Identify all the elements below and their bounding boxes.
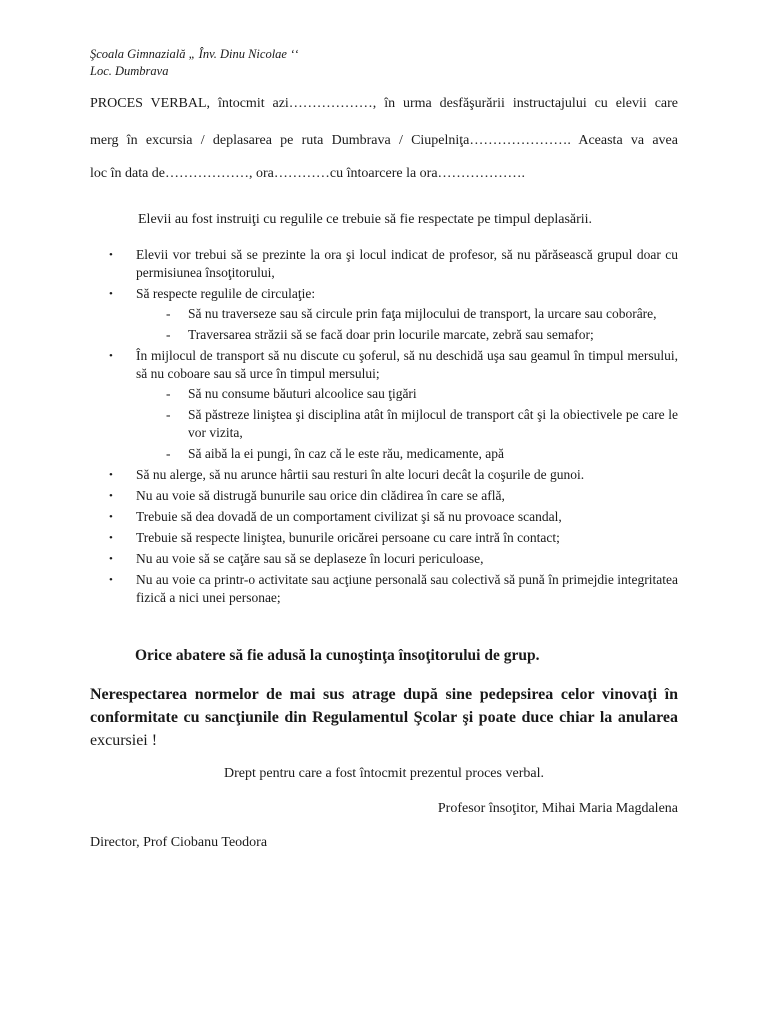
sanction-warning-bold: Nerespectarea normelor de mai sus atrage după sine pedepsirea celor vinovaţi în conformitate cu sancţiunile din Regulamentul Şcolar şi poate duce chiar la anularea xyxy=(90,686,678,726)
rule-text: Nu au voie să se caţăre sau să se deplaseze în locuri periculoase, xyxy=(136,551,484,566)
sanction-warning xyxy=(90,683,678,752)
list-item xyxy=(90,445,678,463)
intro-line-2: merg în excursia / deplasarea pe ruta Dumbrava / Ciupelniţa…………………. Aceasta va avea xyxy=(90,133,678,148)
bullet-icon: • xyxy=(109,350,113,362)
professor-signature: Profesor însoţitor, Mihai Maria Magdalena xyxy=(437,801,678,816)
rule-text: Să respecte regulile de circulaţie: xyxy=(136,286,316,301)
dash-icon: - xyxy=(166,327,171,342)
subrule-text: Să nu traverseze sau să circule prin faţa mijlocului de transport, la urcare sau coborâre, xyxy=(188,306,657,321)
subrule-text: Să aibă la ei pungi, în caz că le este rău, medicamente, apă xyxy=(188,446,504,461)
dash-icon: - xyxy=(166,386,171,401)
rule-text: Să nu alerge, să nu arunce hârtii sau resturi în alte locuri decât la coşurile de gunoi. xyxy=(136,467,585,482)
rule-text: Elevii vor trebui să se prezinte la ora şi locul indicat de profesor, să nu părăsească grupul doar cu permisiunea însoţitorului, xyxy=(136,247,678,280)
closing-statement: Drept pentru care a fost întocmit prezentul proces verbal. xyxy=(224,766,544,781)
list-item xyxy=(90,550,678,568)
list-item xyxy=(90,347,678,463)
list-item xyxy=(90,508,678,526)
deviation-notice: Orice abatere să fie adusă la cunoştinţa însoţitorului de grup. xyxy=(135,647,540,664)
bullet-icon: • xyxy=(109,532,113,544)
instruction-subtitle: Elevii au fost instruiţi cu regulile ce trebuie să fie respectate pe timpul deplasării. xyxy=(138,212,593,227)
list-item xyxy=(90,466,678,484)
rule-text: Nu au voie ca printr-o activitate sau acţiune personală sau colectivă să pună în primejdie integritatea fizică a nici unei personae; xyxy=(136,572,678,605)
school-name: Şcoala Gimnazială „ Înv. Dinu Nicolae ʻʻ xyxy=(90,47,299,61)
list-item xyxy=(90,487,678,505)
subrule-text: Să nu consume băuturi alcoolice sau ţigări xyxy=(188,386,417,401)
bullet-icon: • xyxy=(109,288,113,300)
bullet-icon: • xyxy=(109,249,113,261)
list-item xyxy=(90,246,678,282)
list-item xyxy=(90,326,678,344)
bullet-icon: • xyxy=(109,469,113,481)
sanction-warning-end: excursiei ! xyxy=(90,732,158,749)
list-item xyxy=(90,285,678,344)
list-item xyxy=(90,529,678,547)
rule-text: În mijlocul de transport să nu discute cu şoferul, să nu deschidă uşa sau geamul în timpul mersului, să nu coboare sau să urce în timpul mersului; xyxy=(136,348,678,381)
locality: Loc. Dumbrava xyxy=(90,64,169,78)
dash-icon: - xyxy=(166,306,171,321)
intro-line-1: PROCES VERBAL, întocmit azi………………, în urma desfăşurării instructajului cu elevii care xyxy=(90,96,678,111)
director-signature: Director, Prof Ciobanu Teodora xyxy=(90,835,268,850)
rules-list xyxy=(90,246,678,610)
list-item xyxy=(90,305,678,323)
bullet-icon: • xyxy=(109,511,113,523)
bullet-icon: • xyxy=(109,490,113,502)
subrule-text: Să păstreze liniştea şi disciplina atât în mijlocul de transport cât şi la obiectivele pe care le vor vizita, xyxy=(188,407,678,440)
bullet-icon: • xyxy=(109,574,113,586)
dash-icon: - xyxy=(166,446,171,461)
rule-text: Trebuie să dea dovadă de un comportament civilizat şi să nu provoace scandal, xyxy=(136,509,562,524)
bullet-icon: • xyxy=(109,553,113,565)
rule-text: Trebuie să respecte liniştea, bunurile oricărei persoane cu care intră în contact; xyxy=(136,530,560,545)
dash-icon: - xyxy=(166,407,171,422)
list-item xyxy=(90,406,678,442)
list-item xyxy=(90,385,678,403)
subrules-list xyxy=(136,305,678,344)
subrules-list xyxy=(136,385,678,463)
rule-text: Nu au voie să distrugă bunurile sau orice din clădirea în care se află, xyxy=(136,488,505,503)
subrule-text: Traversarea străzii să se facă doar prin locurile marcate, zebră sau semafor; xyxy=(188,327,594,342)
list-item xyxy=(90,571,678,607)
intro-line-3: loc în data de………………, ora…………cu întoarcere la ora………………. xyxy=(90,166,526,181)
